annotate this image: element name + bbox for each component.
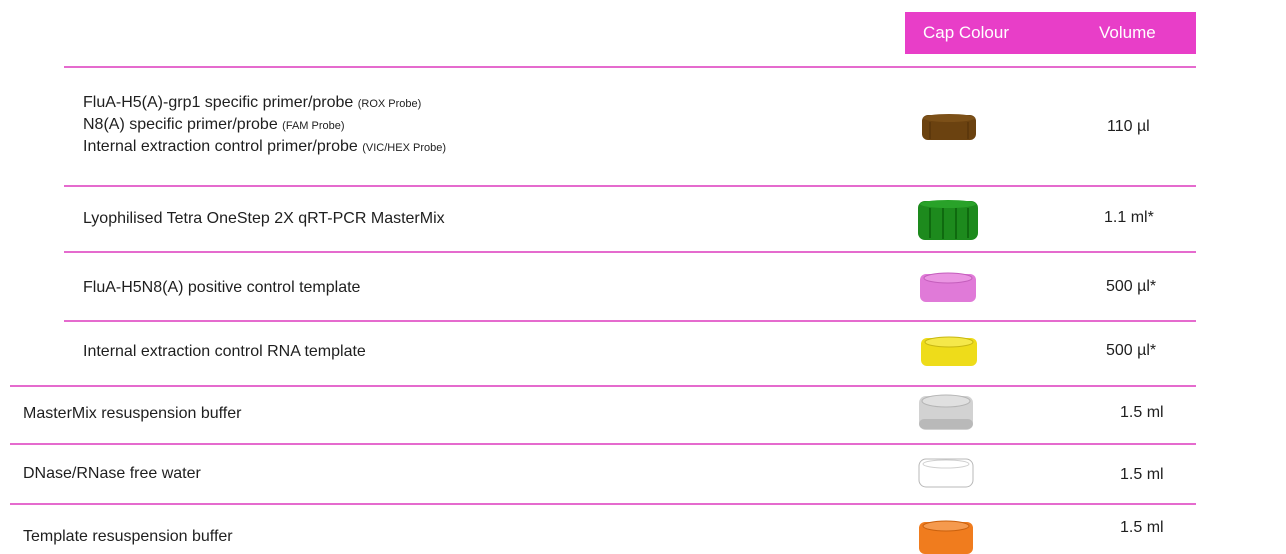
row-volume: 1.5 ml	[1120, 404, 1164, 421]
row-volume: 500 µl*	[1106, 278, 1157, 295]
row-volume: 500 µl*	[1106, 342, 1157, 359]
divider	[10, 503, 1196, 505]
green-cap-icon	[916, 198, 980, 242]
row-label: Internal extraction control primer/probe (VIC/HEX Probe)	[83, 138, 446, 155]
divider	[10, 443, 1196, 445]
header-volume	[1056, 12, 1196, 54]
header-volume-label: Volume	[1099, 23, 1156, 42]
row-volume: 1.1 ml*	[1104, 209, 1154, 226]
row-label: FluA-H5(A)-grp1 specific primer/probe (ROX Probe)	[83, 94, 422, 111]
brown-cap-icon	[920, 112, 978, 142]
row-label: DNase/RNase free water	[23, 465, 201, 482]
white-cap-icon	[916, 456, 976, 490]
header-cap-colour-label: Cap Colour	[923, 23, 1009, 42]
header-cap-colour	[905, 12, 1056, 54]
row-label: Template resuspension buffer	[23, 528, 233, 545]
divider	[64, 251, 1196, 253]
grey-cap-icon	[916, 392, 976, 434]
row-label: Lyophilised Tetra OneStep 2X qRT-PCR MasterMix	[83, 210, 445, 227]
row-volume: 110 µl	[1107, 118, 1150, 135]
orange-cap-icon	[916, 518, 976, 554]
divider	[64, 185, 1196, 187]
divider	[64, 66, 1196, 68]
row-label: N8(A) specific primer/probe (FAM Probe)	[83, 116, 345, 133]
pink-cap-icon	[918, 270, 978, 304]
yellow-cap-icon	[919, 334, 979, 368]
row-label: FluA-H5N8(A) positive control template	[83, 279, 361, 296]
row-volume: 1.5 ml	[1120, 519, 1164, 536]
divider	[64, 320, 1196, 322]
divider	[10, 385, 1196, 387]
row-label: MasterMix resuspension buffer	[23, 405, 242, 422]
row-volume: 1.5 ml	[1120, 466, 1164, 483]
row-label: Internal extraction control RNA template	[83, 343, 366, 360]
